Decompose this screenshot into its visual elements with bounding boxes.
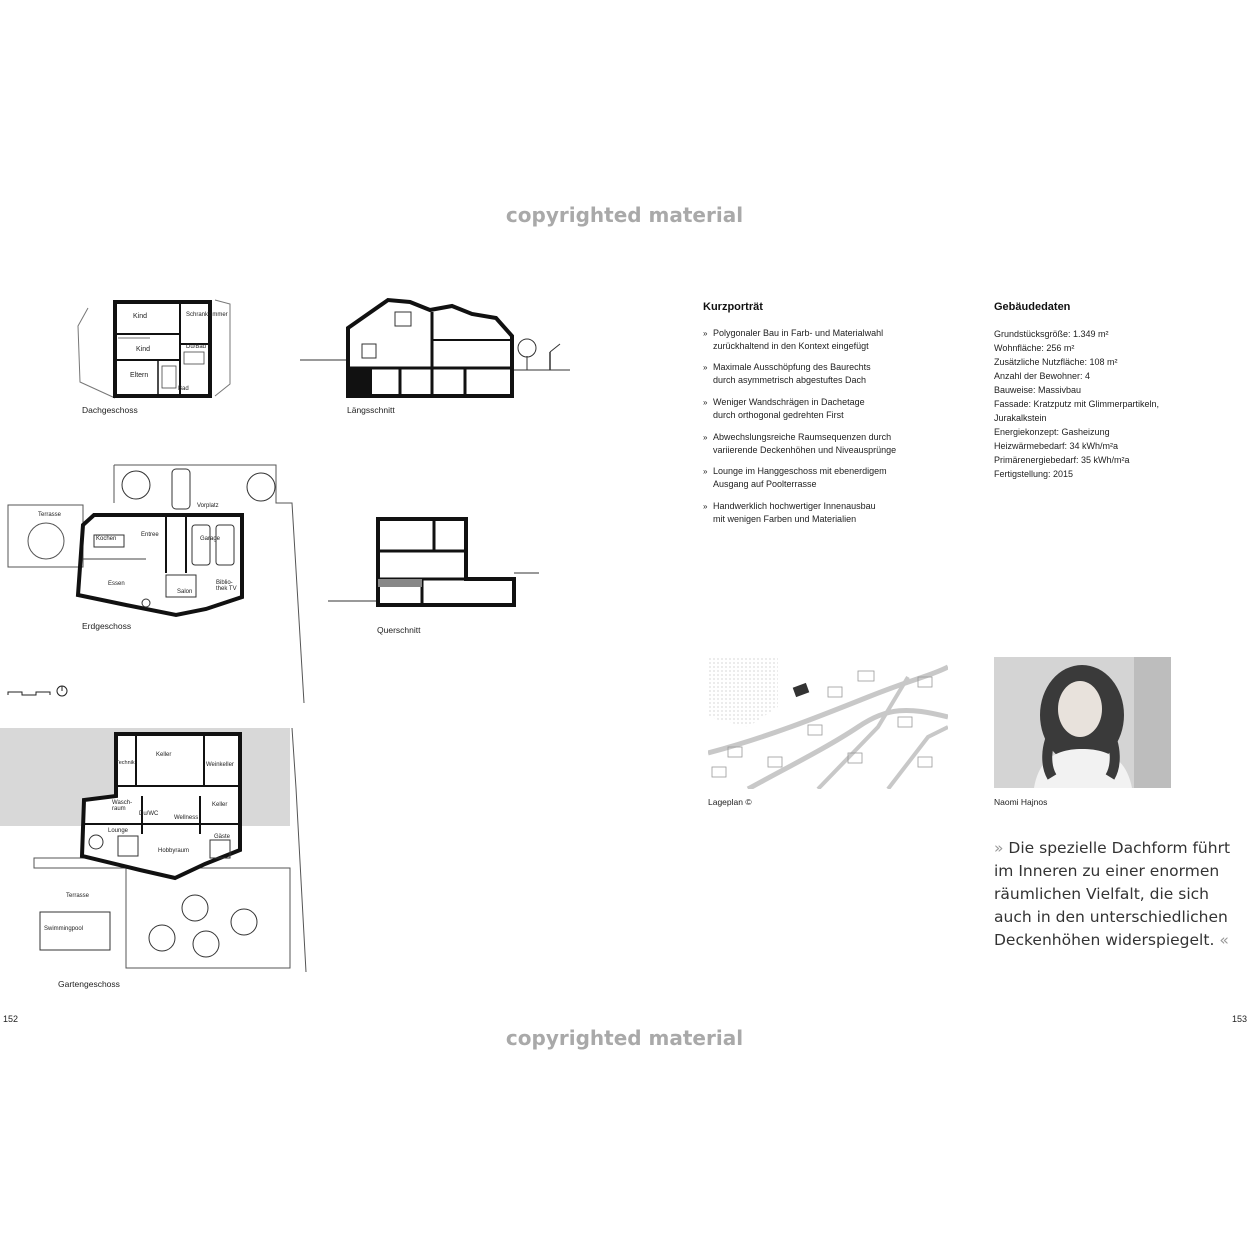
caption-dachgeschoss: Dachgeschoss [82,405,138,415]
laengsschnitt-drawing [300,292,580,407]
erdgeschoss-plan [6,463,306,703]
list-item: » Weniger Wandschrägen in Dachetage durch orthogonal gedrehten First [703,397,865,420]
room-label: Swimmingpool [44,926,84,932]
room-label: Du/Bad [186,344,207,350]
data-line: Wohnfläche: 256 m² [994,343,1075,353]
room-label: Wellness [174,815,199,821]
data-line: Energiekonzept: Gasheizung [994,427,1110,437]
room-label: Eltern [130,372,149,379]
gartengeschoss-plan [0,728,310,978]
room-label: Entree [141,532,159,538]
data-line: Primärenergiebedarf: 35 kWh/m²a [994,455,1130,465]
gebaeudedaten-list [994,327,1194,481]
room-label: Garage [200,536,221,542]
list-item: » Polygonaler Bau in Farb- und Materialwahl zurückhaltend in den Kontext eingefügt [703,328,884,351]
quote-line: Deckenhöhen widerspiegelt. « [994,931,1229,949]
quote-open-mark: » [994,839,1004,857]
list-item: » Lounge im Hanggeschoss mit ebenerdigem Ausgang auf Poolterrasse [703,466,887,489]
room-label: Schrankzimmer [186,312,228,318]
pull-quote [994,837,1244,952]
room-label: Kind [136,346,151,353]
quote-line: im Inneren zu einer enormen [994,862,1220,880]
list-item: » Maximale Ausschöpfung des Baurechts durch asymmetrisch abgestuftes Dach [703,362,871,385]
gebaeudedaten-heading: Gebäudedaten [994,301,1071,313]
data-line: Grundstücksgröße: 1.349 m² [994,329,1109,339]
watermark-top: copyrighted material [505,203,744,227]
list-item: » Handwerklich hochwertiger Innenausbau mit wenigen Farben und Materialien [703,501,876,524]
caption-portrait: Naomi Hajnos [994,797,1048,807]
kurzportraet-heading: Kurzporträt [703,301,763,313]
room-label: Essen [108,581,125,587]
caption-erdgeschoss: Erdgeschoss [82,621,132,631]
data-line: Jurakalkstein [994,413,1047,423]
room-label: Terrasse [66,893,90,899]
room-label: Weinkeller [206,762,234,768]
room-label: Salon [177,589,193,595]
list-item: » Abwechslungsreiche Raumsequenzen durch variierende Deckenhöhen und Niveausprünge [703,432,897,455]
lageplan-map [708,657,948,789]
quote-close-mark: « [1219,931,1229,949]
data-line: Fertigstellung: 2015 [994,469,1074,479]
room-label: Terrasse [38,512,62,518]
room-label: Lounge [108,828,129,834]
room-label: Kochen [96,536,117,542]
caption-gartengeschoss: Gartengeschoss [58,979,120,989]
room-label: Wasch-raum [112,800,133,812]
caption-laengsschnitt: Längsschnitt [347,405,395,415]
quote-line: räumlichen Vielfalt, die sich [994,885,1209,903]
room-label: Gäste [214,834,231,840]
room-label: Keller [212,802,228,808]
room-label: Hobbyraum [158,848,190,854]
room-label: Bad [178,386,189,392]
room-label: Vorplatz [197,503,219,509]
bullet-marker: » [703,467,708,476]
room-label: Technik [116,760,135,766]
quote-line: auch in den unterschiedlichen [994,908,1228,926]
caption-lageplan: Lageplan © [708,797,752,807]
bullet-marker: » [703,398,708,407]
bullet-marker: » [703,433,708,442]
bullet-marker: » [703,363,708,372]
scale-bar-icon [6,684,70,698]
room-label: Keller [156,752,172,758]
bullet-marker: » [703,329,708,338]
caption-querschnitt: Querschnitt [377,625,421,635]
data-line: Bauweise: Massivbau [994,385,1082,395]
page-number-left: 152 [3,1014,19,1024]
data-line: Heizwärmebedarf: 34 kWh/m²a [994,441,1119,451]
page-number-right: 153 [1232,1014,1248,1024]
bullet-marker: » [703,502,708,511]
quote-line: » Die spezielle Dachform führt [994,839,1231,857]
room-label: Kind [133,313,148,320]
data-line: Zusätzliche Nutzfläche: 108 m² [994,357,1118,367]
data-line: Fassade: Kratzputz mit Glimmerpartikeln, [994,399,1160,409]
data-line: Anzahl der Bewohner: 4 [994,371,1091,381]
querschnitt-drawing [326,515,541,620]
room-label: Du/WC [139,811,159,817]
room-label: Biblio-thek TV [216,580,237,592]
portrait-photo [994,657,1171,788]
watermark-bottom: copyrighted material [505,1026,744,1050]
